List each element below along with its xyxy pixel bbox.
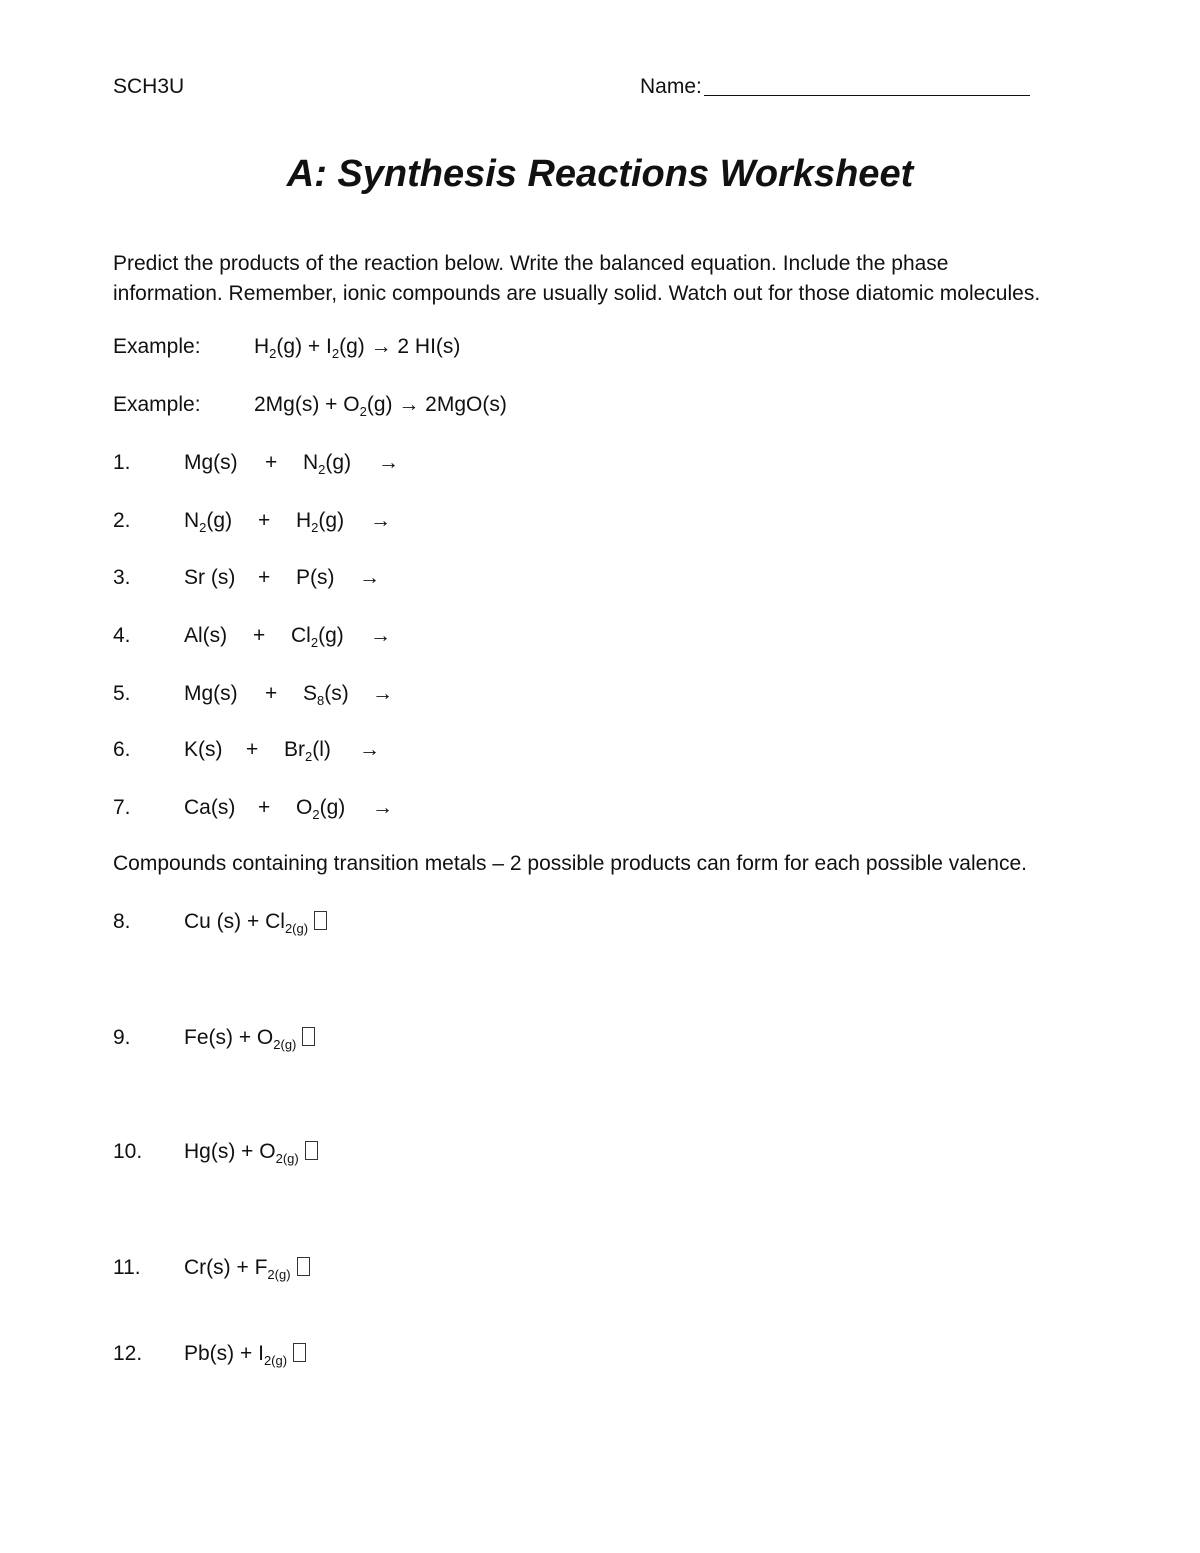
instructions-line-1: Predict the products of the reaction below. Write the balanced equation. Include the phase (113, 252, 949, 275)
reactant-1: Sr (s) (184, 566, 236, 589)
reactant-1: K(s) (184, 738, 223, 761)
instructions-line-2: information. Remember, ionic compounds are usually solid. Watch out for those diatomic molecules. (113, 282, 1041, 305)
problem-number: 9. (113, 1026, 131, 1049)
arrow-icon: → (372, 796, 393, 819)
arrow-icon: → (370, 509, 391, 532)
problem-number: 7. (113, 796, 131, 819)
reaction-equation: $Hg(s) + O_{2(g)}$ (184, 1141, 318, 1162)
page-title: A: Synthesis Reactions Worksheet (286, 153, 914, 195)
reactant-2: $N_2(g)$ (303, 451, 352, 477)
name-label: Name: (640, 75, 702, 98)
problem-number: 2. (113, 509, 131, 532)
plus-sign: + (258, 566, 271, 589)
problem-number: 5. (113, 682, 131, 705)
name-blank-line[interactable] (704, 95, 1030, 96)
example-equation: $H_2(g) + I_2(g) \to 2$ HI(s) (254, 335, 461, 361)
plus-sign: + (253, 624, 266, 647)
reactant-2: $H_2(g)$ (296, 509, 345, 535)
missing-glyph-box-icon (297, 1257, 310, 1276)
missing-glyph-box-icon (314, 911, 327, 930)
reactant-1: Ca(s) (184, 796, 236, 819)
example-label: Example: (113, 393, 201, 416)
plus-sign: + (265, 682, 278, 705)
arrow-icon: → (378, 451, 399, 474)
reactant-1: Mg(s) (184, 451, 238, 474)
reaction-equation: Cu $(s) + Cl_{2(g)}$ (184, 911, 327, 932)
problem-number: 12. (113, 1342, 143, 1365)
reactant-2: $S_8(s)$ (303, 682, 349, 708)
plus-sign: + (258, 796, 271, 819)
arrow-icon: → (370, 624, 391, 647)
missing-glyph-box-icon (305, 1141, 318, 1160)
example-label: Example: (113, 335, 201, 358)
problem-number: 11. (113, 1256, 141, 1279)
reaction-equation: $Fe(s) + O_{2(g)}$ (184, 1027, 315, 1048)
problem-number: 4. (113, 624, 131, 647)
course-code: SCH3U (113, 75, 185, 98)
plus-sign: + (246, 738, 259, 761)
missing-glyph-box-icon (293, 1343, 306, 1362)
reaction-equation: $Cr(s) + F_{2(g)}$ (184, 1257, 310, 1278)
problem-number: 3. (113, 566, 131, 589)
reactant-2: $Br_2(l)$ (284, 738, 331, 764)
plus-sign: + (258, 509, 271, 532)
problem-number: 8. (113, 910, 131, 933)
reactant-2: P(s) (296, 566, 335, 589)
missing-glyph-box-icon (302, 1027, 315, 1046)
reactant-2: $O_2(g)$ (296, 796, 346, 822)
problem-number: 6. (113, 738, 131, 761)
transition-metals-note: Compounds containing transition metals – 2 possible products can form for each possible valence. (113, 852, 1028, 875)
reactant-1: Mg(s) (184, 682, 238, 705)
reactant-1: Al(s) (184, 624, 228, 647)
arrow-icon: → (359, 566, 380, 589)
arrow-icon: → (359, 738, 380, 761)
problem-number: 1. (113, 451, 131, 474)
reactant-1: $N_2(g)$ (184, 509, 233, 535)
problem-number: 10. (113, 1140, 143, 1163)
reactant-2: $Cl_2(g)$ (291, 624, 344, 650)
plus-sign: + (265, 451, 278, 474)
arrow-icon: → (372, 682, 393, 705)
example-equation: $2Mg(s) + O_2(g) \to 2MgO(s)$ (254, 393, 507, 419)
reaction-equation: $Pb(s) + I_{2(g)}$ (184, 1343, 306, 1364)
